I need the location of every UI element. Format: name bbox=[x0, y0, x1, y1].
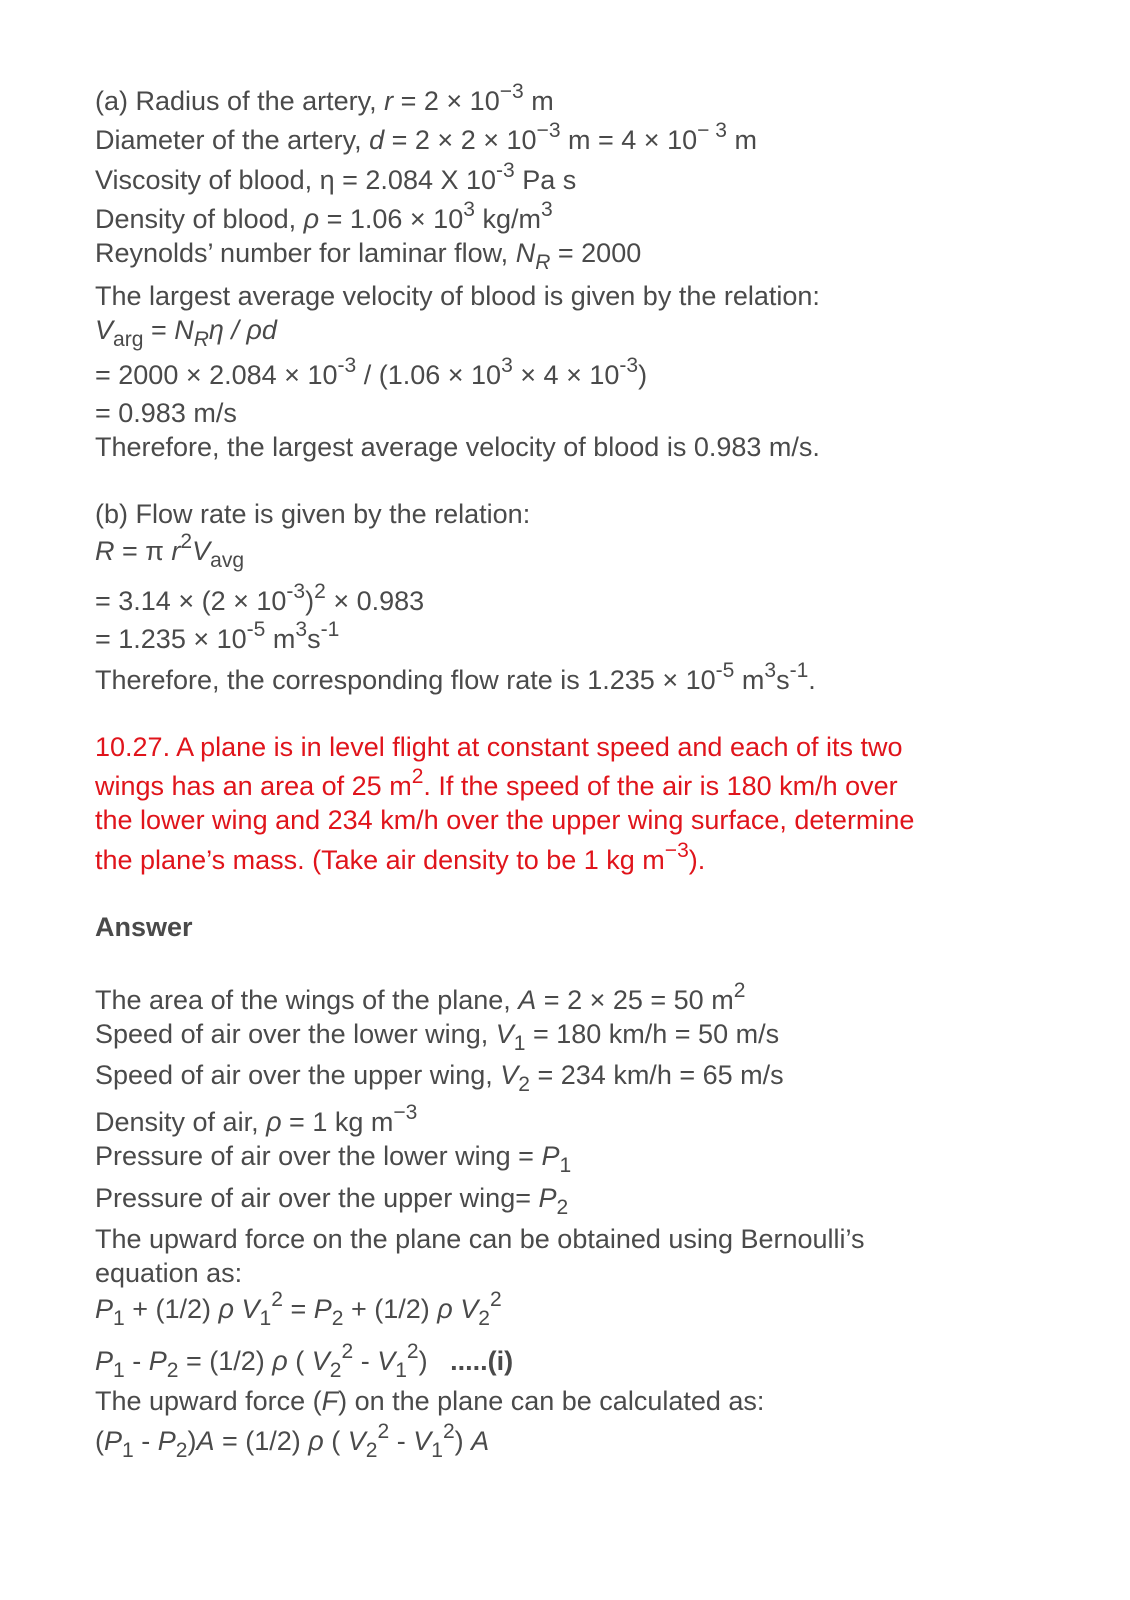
diameter-exp1: −3 bbox=[536, 119, 561, 143]
fc-e1: -5 bbox=[715, 659, 735, 683]
diff-p2: P bbox=[148, 1346, 167, 1376]
flow-rr: r bbox=[171, 536, 181, 566]
area-b: = 2 × 25 = 50 m bbox=[536, 985, 734, 1015]
v1-var: V bbox=[495, 1019, 514, 1049]
fs1-a: = 3.14 × (2 × 10 bbox=[95, 586, 287, 616]
step1-e2: 3 bbox=[501, 354, 513, 378]
q2-b: . If the speed of the air is 180 km/h over bbox=[423, 771, 898, 801]
p2-line bbox=[95, 1183, 569, 1219]
step1-e3: -3 bbox=[619, 354, 639, 378]
diff-p2-sub: 2 bbox=[166, 1358, 179, 1382]
bern-p1-sub: 1 bbox=[113, 1306, 125, 1330]
force-v2-sq: 2 bbox=[377, 1420, 390, 1444]
formula-n: N bbox=[174, 315, 194, 345]
bern-p1: P bbox=[95, 1294, 114, 1324]
formula-v: V bbox=[95, 315, 114, 345]
p1-var: P bbox=[541, 1141, 560, 1171]
flow-conclusion bbox=[95, 659, 816, 695]
diameter-unit: m bbox=[726, 125, 757, 155]
v2-sub: 2 bbox=[518, 1072, 530, 1096]
p1-sub: 1 bbox=[559, 1153, 572, 1177]
force-v2: V bbox=[347, 1426, 366, 1456]
fs2-e2: 3 bbox=[295, 618, 308, 642]
diameter-var: d bbox=[369, 125, 385, 155]
force-rho: ρ bbox=[308, 1426, 324, 1456]
q4-a: the plane’s mass. (Take air density to be 1 kg m bbox=[95, 845, 665, 875]
upward-line2: equation as: bbox=[95, 1258, 243, 1288]
v2-a: Speed of air over the upper wing, bbox=[95, 1060, 501, 1090]
fc-b: m bbox=[734, 665, 765, 695]
relation-intro: The largest average velocity of blood is given by the relation: bbox=[95, 281, 820, 311]
force-minus1: - bbox=[133, 1426, 158, 1456]
diff-v1-sub: 1 bbox=[395, 1358, 407, 1382]
fs2-c: s bbox=[307, 624, 321, 654]
force-minus2: - bbox=[389, 1426, 414, 1456]
force-eq: = (1/2) bbox=[214, 1426, 309, 1456]
radius-var: r bbox=[384, 86, 394, 116]
diff-v2-sub: 2 bbox=[329, 1358, 342, 1382]
diff-p1-sub: 1 bbox=[113, 1358, 125, 1382]
fs1-b: ) bbox=[305, 586, 315, 616]
force-intro bbox=[95, 1388, 764, 1415]
q4-exp: −3 bbox=[664, 839, 689, 863]
density-label: Density of blood, bbox=[95, 204, 304, 234]
fs2-e1: -5 bbox=[246, 618, 266, 642]
viscosity-line bbox=[95, 159, 577, 195]
fs1-c: × 0.983 bbox=[325, 586, 425, 616]
fc-e3: -1 bbox=[789, 659, 809, 683]
flow-r: R bbox=[95, 536, 115, 566]
fs1-e2: 2 bbox=[314, 580, 326, 604]
v1-sub: 1 bbox=[513, 1031, 526, 1055]
diff-mid: = (1/2) bbox=[178, 1346, 273, 1376]
v1-a: Speed of air over the lower wing, bbox=[95, 1019, 496, 1049]
p2-sub: 2 bbox=[556, 1195, 569, 1219]
bern-v1: V bbox=[241, 1294, 260, 1324]
bernoulli-equation bbox=[95, 1288, 502, 1330]
force-open2: ( bbox=[323, 1426, 348, 1456]
reynolds-sub: R bbox=[535, 250, 551, 274]
upward-line1: The upward force on the plane can be obtained using Bernoulli’s bbox=[95, 1224, 865, 1254]
rho-b: = 1 kg m bbox=[281, 1107, 394, 1137]
v2-var: V bbox=[500, 1060, 519, 1090]
bern-eq: = bbox=[282, 1294, 314, 1324]
force-p1-sub: 1 bbox=[122, 1438, 134, 1462]
diff-minus2: - bbox=[353, 1346, 378, 1376]
rho-line bbox=[95, 1101, 418, 1137]
fs1-e1: -3 bbox=[286, 580, 306, 604]
velocity-step2: = 0.983 m/s bbox=[95, 398, 237, 428]
question-line3: the lower wing and 234 km/h over the upper wing surface, determine bbox=[95, 805, 915, 835]
p2-a: Pressure of air over the upper wing= bbox=[95, 1183, 539, 1213]
diff-p1: P bbox=[95, 1346, 114, 1376]
force-v1: V bbox=[413, 1426, 432, 1456]
diff-open: ( bbox=[287, 1346, 312, 1376]
diameter-line bbox=[95, 119, 757, 155]
diameter-mid: m = 4 × 10 bbox=[560, 125, 698, 155]
bern-rho2: ρ bbox=[437, 1294, 453, 1324]
force-close2: ) bbox=[454, 1426, 464, 1456]
bern-v2-sub: 2 bbox=[478, 1306, 490, 1330]
p2-var: P bbox=[538, 1183, 557, 1213]
bern-v2: V bbox=[460, 1294, 479, 1324]
velocity-step1 bbox=[95, 354, 648, 390]
fs2-e3: -1 bbox=[320, 618, 340, 642]
step1-d: ) bbox=[638, 360, 648, 390]
fc-c: s bbox=[776, 665, 790, 695]
step1-a: = 2000 × 2.084 × 10 bbox=[95, 360, 338, 390]
formula-rest: η / ρd bbox=[208, 315, 277, 345]
question-line4 bbox=[95, 839, 706, 875]
bern-p2: P bbox=[313, 1294, 332, 1324]
diff-minus1: - bbox=[124, 1346, 149, 1376]
reynolds-eq: = 2000 bbox=[550, 238, 642, 268]
force-v1-sub: 1 bbox=[431, 1438, 443, 1462]
density-eq: = 1.06 × 10 bbox=[319, 204, 464, 234]
density-unit: kg/m bbox=[474, 204, 541, 234]
diff-rho: ρ bbox=[272, 1346, 288, 1376]
answer-heading: Answer bbox=[95, 912, 193, 942]
diff-v2-sq: 2 bbox=[341, 1340, 354, 1364]
bern-v2-sq: 2 bbox=[490, 1288, 502, 1312]
rho-a: Density of air, bbox=[95, 1107, 267, 1137]
force-a1: A bbox=[196, 1426, 215, 1456]
radius-unit: m bbox=[523, 86, 554, 116]
radius-label: (a) Radius of the artery, bbox=[95, 86, 385, 116]
q2-a: wings has an area of 25 m bbox=[95, 771, 412, 801]
rho-var: ρ bbox=[266, 1107, 282, 1137]
velocity-conclusion: Therefore, the largest average velocity of blood is 0.983 m/s. bbox=[95, 432, 820, 462]
diff-v2: V bbox=[311, 1346, 330, 1376]
force-intro-b: ) on the plane can be calculated as: bbox=[338, 1386, 765, 1416]
radius-eq: = 2 × 10 bbox=[393, 86, 500, 116]
v2-line bbox=[95, 1060, 784, 1096]
rho-exp: −3 bbox=[393, 1101, 418, 1125]
force-close1: ) bbox=[187, 1426, 197, 1456]
step1-c: × 4 × 10 bbox=[512, 360, 620, 390]
question-line2 bbox=[95, 765, 898, 801]
fs2-b: m bbox=[265, 624, 296, 654]
equation-tag: .....(i) bbox=[450, 1346, 514, 1376]
step1-b: / (1.06 × 10 bbox=[356, 360, 502, 390]
diameter-label: Diameter of the artery, bbox=[95, 125, 370, 155]
density-unit-exp: 3 bbox=[540, 198, 553, 222]
force-p2: P bbox=[157, 1426, 176, 1456]
diff-v1-sq: 2 bbox=[406, 1340, 419, 1364]
bern-plus1: + (1/2) bbox=[124, 1294, 219, 1324]
bern-rho1: ρ bbox=[218, 1294, 234, 1324]
radius-exp: −3 bbox=[499, 80, 524, 104]
density-line bbox=[95, 198, 553, 234]
q4-b: ). bbox=[688, 845, 706, 875]
formula-eq: = bbox=[143, 315, 175, 345]
flow-step2 bbox=[95, 618, 340, 654]
viscosity-exp: -3 bbox=[496, 159, 515, 183]
step1-e1: -3 bbox=[337, 354, 357, 378]
flow-rexp: 2 bbox=[180, 530, 193, 554]
fs2-a: = 1.235 × 10 bbox=[95, 624, 247, 654]
diff-v1: V bbox=[377, 1346, 396, 1376]
area-line bbox=[95, 979, 746, 1015]
v1-line bbox=[95, 1019, 780, 1055]
force-p1: P bbox=[104, 1426, 123, 1456]
force-equation bbox=[95, 1420, 490, 1462]
reynolds-var: N bbox=[515, 238, 536, 268]
v2-b: = 234 km/h = 65 m/s bbox=[530, 1060, 784, 1090]
viscosity-unit: Pa s bbox=[514, 165, 577, 195]
formula-v-sub: arg bbox=[113, 327, 144, 351]
question-line1: 10.27. A plane is in level flight at constant speed and each of its two bbox=[95, 732, 903, 762]
diameter-exp2: − 3 bbox=[697, 119, 727, 143]
bern-plus2: + (1/2) bbox=[343, 1294, 438, 1324]
force-a2: A bbox=[471, 1426, 490, 1456]
density-exp: 3 bbox=[463, 198, 475, 222]
area-exp: 2 bbox=[733, 979, 746, 1003]
flow-step1 bbox=[95, 580, 425, 616]
force-open: ( bbox=[95, 1426, 104, 1456]
flow-formula bbox=[95, 530, 245, 572]
fc-d: . bbox=[808, 665, 816, 695]
formula-n-sub: R bbox=[193, 327, 209, 351]
flow-intro: (b) Flow rate is given by the relation: bbox=[95, 499, 531, 529]
area-a: The area of the wings of the plane, bbox=[95, 985, 519, 1015]
bern-p2-sub: 2 bbox=[331, 1306, 344, 1330]
density-var: ρ bbox=[303, 204, 320, 234]
fc-e2: 3 bbox=[764, 659, 777, 683]
reynolds-label: Reynolds’ number for laminar flow, bbox=[95, 238, 516, 268]
v1-b: = 180 km/h = 50 m/s bbox=[525, 1019, 780, 1049]
bern-v1-sq: 2 bbox=[271, 1288, 283, 1312]
p1-line bbox=[95, 1141, 572, 1177]
radius-line bbox=[95, 80, 554, 116]
viscosity-label: Viscosity of blood, η = 2.084 X 10 bbox=[95, 165, 497, 195]
pressure-difference bbox=[95, 1340, 514, 1382]
velocity-formula bbox=[95, 315, 277, 351]
force-v2-sub: 2 bbox=[365, 1438, 378, 1462]
reynolds-line bbox=[95, 238, 642, 274]
q2-exp: 2 bbox=[411, 765, 424, 789]
flow-v: V bbox=[192, 536, 211, 566]
area-var: A bbox=[518, 985, 537, 1015]
force-v1-sq: 2 bbox=[442, 1420, 455, 1444]
bern-v1-sub: 1 bbox=[259, 1306, 272, 1330]
flow-eq: = π bbox=[114, 536, 172, 566]
force-intro-a: The upward force ( bbox=[95, 1386, 322, 1416]
force-var: F bbox=[321, 1386, 339, 1416]
flow-v-sub: avg bbox=[210, 548, 245, 572]
diameter-eq: = 2 × 2 × 10 bbox=[384, 125, 537, 155]
fc-a: Therefore, the corresponding flow rate is 1.235 × 10 bbox=[95, 665, 716, 695]
diff-close: ) bbox=[418, 1346, 428, 1376]
p1-a: Pressure of air over the lower wing = bbox=[95, 1141, 542, 1171]
force-p2-sub: 2 bbox=[175, 1438, 188, 1462]
